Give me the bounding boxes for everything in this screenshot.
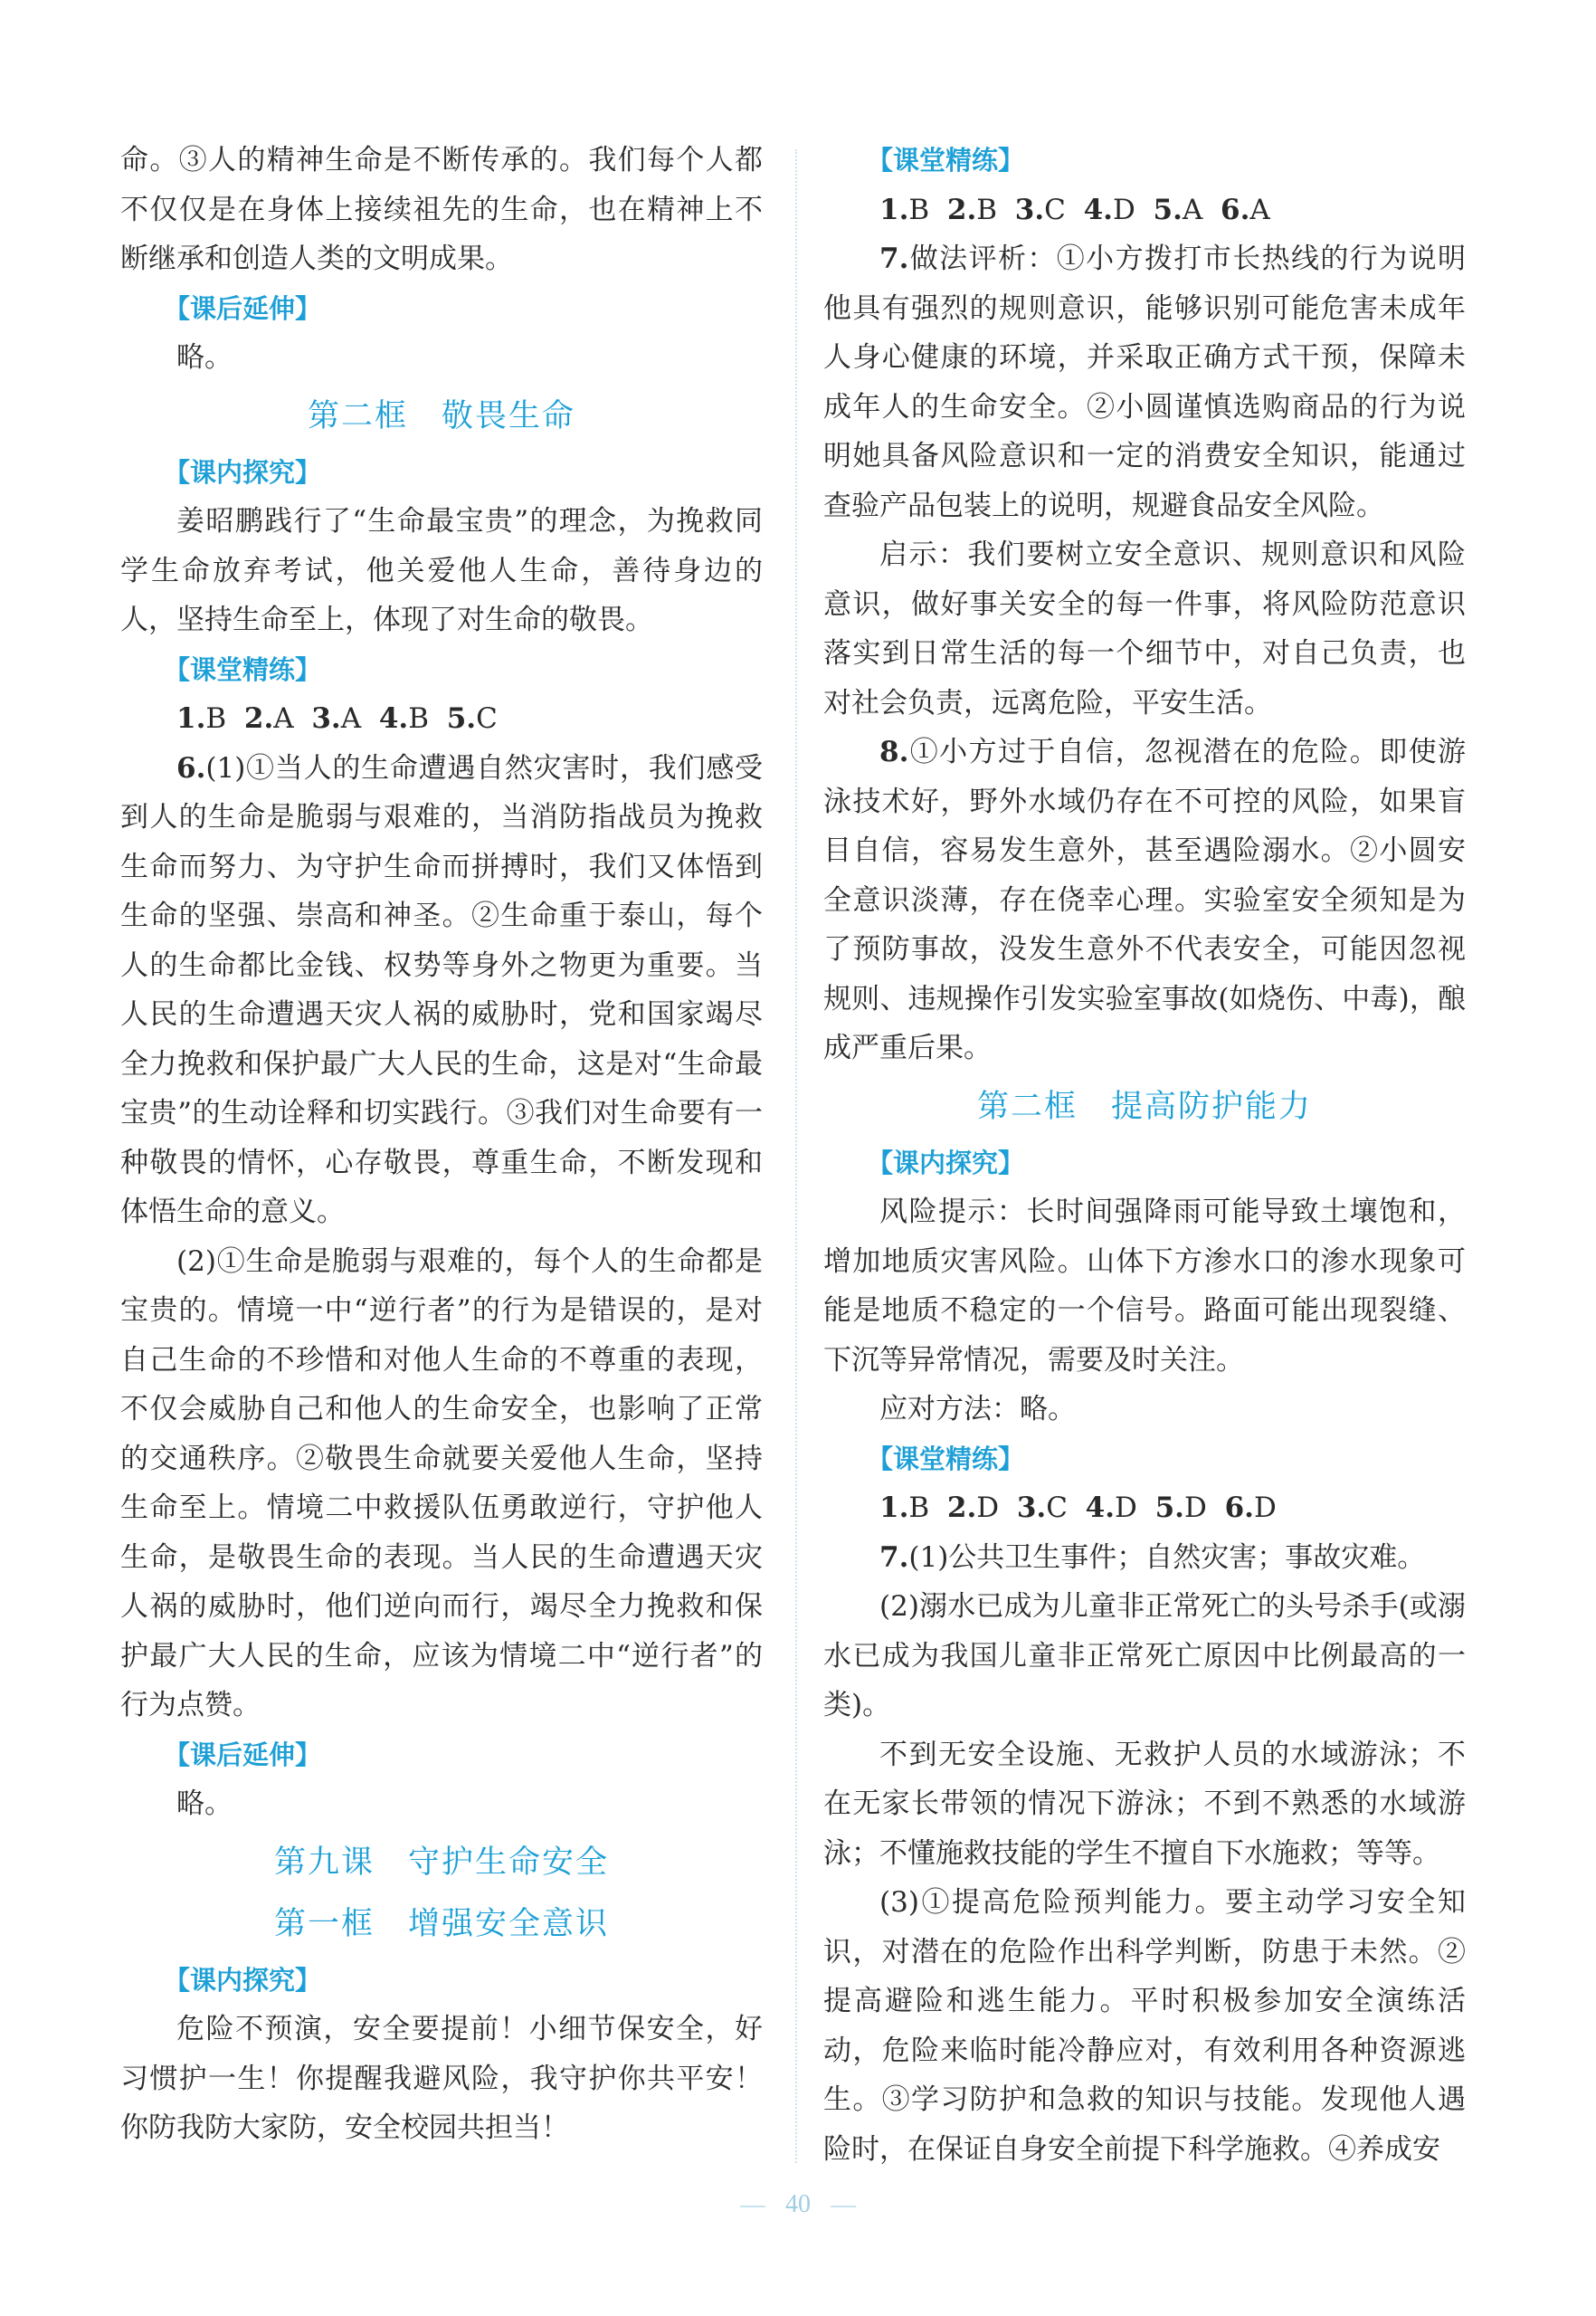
answer-number: 3.	[1014, 193, 1045, 226]
answer-number: 6.	[1221, 193, 1250, 226]
lesson-title: 第二框 敬畏生命	[307, 397, 575, 434]
footer-rule	[831, 2206, 856, 2207]
answer-value: B	[205, 702, 227, 735]
paragraph: (3)①提高危险预判能力。要主动学习安全知识，对潜在的危险作出科学判断，防患于未然。②提高避险和逃生能力。平时积极参加安全演练活动，危险来临时能冷静应对，有效利用各种资源逃生。③学习防护和急救的知识与技能。发现他人遇险时，在保证自身安全前提下科学施救。④养成安	[823, 1886, 1466, 2166]
answer-row	[823, 1483, 1466, 1533]
answer-value: C	[1044, 193, 1066, 226]
right-column	[823, 136, 1466, 2174]
answer-value: D	[1112, 193, 1135, 226]
paragraph: 命。③人的精神生命是不断传承的。我们每个人都不仅仅是在身体上接续祖先的生命，也在精神上不断继承和创造人类的文明成果。	[120, 144, 763, 275]
answer-value: A	[1182, 193, 1203, 226]
answer-value: C	[476, 702, 498, 735]
answer-value: A	[273, 702, 294, 735]
answer-value: D	[1253, 1492, 1277, 1524]
answer-value: B	[976, 193, 998, 226]
question-number: 7.	[879, 243, 909, 275]
answer-value: B	[908, 193, 930, 226]
section-label: 【课堂精练】	[164, 653, 322, 685]
question-number: 7.	[879, 1540, 909, 1574]
paragraph: 启示：我们要树立安全意识、规则意识和风险意识，做好事关安全的每一件事，将风险防范意识落实到日常生活的每一个细节中，对自己负责，也对社会负责，远离危险，平安生活。	[823, 538, 1466, 720]
answer-text: ①小方过于自信，忽视潜在的危险。即使游泳技术好，野外水域仍存在不可控的风险，如果盲目自信，容易发生意外，甚至遇险溺水。②小圆安全意识淡薄，存在侥幸心理。实验室安全须知是为了预防事故，没发生意外不代表安全，可能因忽视规则、违规操作引发实验室事故(如烧伤、中毒)，酿成严重后果。	[823, 736, 1466, 1064]
paragraph: (2)①生命是脆弱与艰难的，每个人的生命都是宝贵的。情境一中“逆行者”的行为是错误的，是对自己生命的不珍惜和对他人生命的不尊重的表现，不仅会威胁自己和他人的生命安全，也影响了正常的交通秩序。②敬畏生命就要关爱他人生命，坚持生命至上。情境二中救援队伍勇敢逆行，守护他人生命，是敬畏生命的表现。当人民的生命遭遇天灾人祸的威胁时，他们逆向而行，竭尽全力挽救和保护最广大人民的生命，应该为情境二中“逆行者”的行为点赞。	[120, 1244, 763, 1721]
answer-number: 2.	[946, 1492, 977, 1524]
answer-value: A	[340, 702, 362, 735]
column-divider	[795, 149, 797, 2163]
answer-number: 3.	[1016, 1492, 1047, 1524]
section-label: 【课内探究】	[867, 1147, 1025, 1178]
paragraph: 略。	[176, 1787, 233, 1820]
section-label: 【课堂精练】	[867, 1443, 1025, 1474]
answer-value: D	[976, 1492, 1000, 1524]
left-column	[120, 136, 763, 2153]
answer-value: D	[1183, 1492, 1207, 1524]
answer-number: 4.	[1085, 1492, 1116, 1524]
answer-text: (1)①当人的生命遭遇自然灾害时，我们感受到人的生命是脆弱与艰难的，当消防指战员为挽救生命而努力、为守护生命而拼搏时，我们又体悟到生命的坚强、崇高和神圣。②生命重于泰山，每个人的生命都比金钱、权势等身外之物更为重要。当人民的生命遭遇天灾人祸的威胁时，党和国家竭尽全力挽救和保护最广大人民的生命，这是对“生命最宝贵”的生动诠释和切实践行。③我们对生命要有一种敬畏的情怀，心存敬畏，尊重生命，不断发现和体悟生命的意义。	[120, 751, 763, 1228]
paragraph: 风险提示：长时间强降雨可能导致土壤饱和，增加地质灾害风险。山体下方渗水口的渗水现象可能是地质不稳定的一个信号。路面可能出现裂缝、下沉等异常情况，需要及时关注。	[823, 1196, 1466, 1377]
answer-value: B	[408, 702, 429, 735]
answer-text: (1)公共卫生事件；自然灾害；事故灾难。	[908, 1540, 1426, 1574]
paragraph: 不到无安全设施、无救护人员的水域游泳；不在无家长带领的情况下游泳；不到不熟悉的水域游泳；不懂施救技能的学生不擅自下水施救；等等。	[823, 1738, 1466, 1870]
lesson-title: 第九课 守护生命安全	[273, 1844, 609, 1881]
answer-number: 5.	[446, 702, 477, 735]
lesson-title: 第二框 提高防护能力	[976, 1088, 1312, 1125]
answer-number: 3.	[311, 702, 341, 735]
answer-number: 4.	[1083, 193, 1113, 226]
section-label: 【课内探究】	[164, 1964, 322, 1996]
answer-value: C	[1046, 1492, 1068, 1524]
question-number: 8.	[879, 736, 909, 768]
answer-value: A	[1249, 193, 1270, 226]
answer-number: 6.	[1224, 1492, 1254, 1524]
question-number: 6.	[176, 751, 206, 785]
paragraph	[823, 728, 1466, 1073]
section-label: 【课内探究】	[164, 456, 322, 488]
section-label: 【课后延伸】	[164, 1739, 322, 1770]
answer-number: 5.	[1154, 1492, 1184, 1524]
answer-value: D	[1115, 1492, 1137, 1524]
answer-number: 1.	[879, 193, 909, 226]
section-label: 【课堂精练】	[867, 145, 1025, 176]
paragraph: 略。	[176, 341, 233, 374]
answer-number: 1.	[176, 702, 206, 735]
answer-number: 2.	[946, 193, 977, 226]
page-footer	[0, 2190, 1596, 2219]
paragraph: 危险不预演，安全要提前！小细节保安全，好习惯护一生！你提醒我避风险，我守护你共平安！你防我防大家防，安全校园共担当！	[120, 2013, 763, 2144]
answer-number: 5.	[1153, 193, 1183, 226]
answer-text: 做法评析：①小方拨打市长热线的行为说明他具有强烈的规则意识，能够识别可能危害未成年人身心健康的环境，并采取正确方式干预，保障未成年人的生命安全。②小圆谨慎选购商品的行为说明她具备风险意识和一定的消费安全知识，能通过查验产品包装上的说明，规避食品安全风险。	[823, 243, 1466, 522]
paragraph	[823, 234, 1466, 530]
footer-rule	[740, 2206, 765, 2207]
answer-number: 1.	[879, 1492, 909, 1524]
answer-value: B	[908, 1492, 930, 1524]
paragraph	[823, 1533, 1466, 1583]
paragraph: 姜昭鹏践行了“生命最宝贵”的理念，为挽救同学生命放弃考试，他关爱他人生命，善待身边的人，坚持生命至上，体现了对生命的敬畏。	[120, 505, 763, 636]
answer-number: 2.	[243, 702, 274, 735]
page-number: 40	[785, 2190, 811, 2218]
paragraph: 应对方法：略。	[879, 1393, 1076, 1425]
section-label: 【课后延伸】	[164, 292, 322, 324]
paragraph: (2)溺水已成为儿童非正常死亡的头号杀手(或溺水已成为我国儿童非正常死亡原因中比例最高的一类)。	[823, 1590, 1466, 1721]
lesson-title: 第一框 增强安全意识	[273, 1905, 609, 1942]
answer-row	[823, 186, 1466, 235]
answer-row	[120, 694, 763, 744]
paragraph	[120, 744, 763, 1237]
answer-number: 4.	[378, 702, 409, 735]
